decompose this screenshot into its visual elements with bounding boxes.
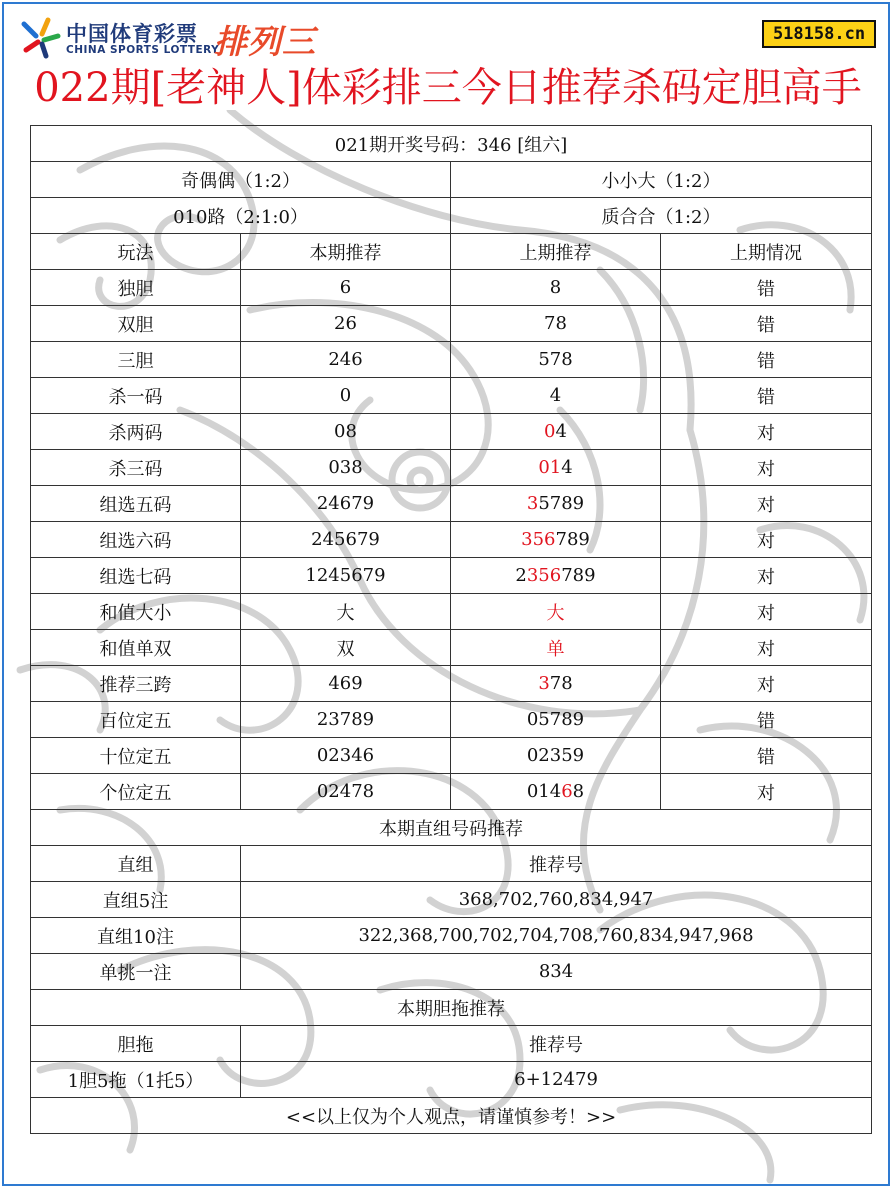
direct-row <box>31 882 872 918</box>
prediction-table <box>30 125 872 1134</box>
china-sports-lottery-logo <box>18 16 328 60</box>
current-pick: 1245679 <box>241 558 451 594</box>
miss-digits: 4 <box>561 457 573 478</box>
current-pick: 23789 <box>241 702 451 738</box>
draw-result: 021期开奖号码：346 [组六] <box>31 126 872 162</box>
prediction-row <box>31 630 872 666</box>
miss-digits: 2 <box>515 565 527 586</box>
play-name: 三胆 <box>31 342 241 378</box>
previous-pick <box>451 486 661 522</box>
section-title-row <box>31 810 872 846</box>
play-name: 百位定五 <box>31 702 241 738</box>
previous-pick <box>451 270 661 306</box>
direct-col-numbers: 推荐号 <box>241 846 872 882</box>
direct-row-numbers: 834 <box>241 954 872 990</box>
play-name: 组选五码 <box>31 486 241 522</box>
play-name: 杀一码 <box>31 378 241 414</box>
previous-pick <box>451 738 661 774</box>
prediction-row <box>31 486 872 522</box>
current-pick: 02478 <box>241 774 451 810</box>
miss-digits: 02359 <box>526 745 585 766</box>
prediction-row <box>31 342 872 378</box>
route-pattern: 010路（2:1:0） <box>31 198 451 234</box>
previous-result: 错 <box>661 270 872 306</box>
direct-row <box>31 954 872 990</box>
play-name: 杀两码 <box>31 414 241 450</box>
previous-result: 对 <box>661 522 872 558</box>
play-name: 组选六码 <box>31 522 241 558</box>
previous-result: 对 <box>661 558 872 594</box>
previous-pick <box>451 774 661 810</box>
miss-digits: 78 <box>544 313 567 334</box>
prediction-row <box>31 774 872 810</box>
current-pick: 038 <box>241 450 451 486</box>
direct-row-label: 单挑一注 <box>31 954 241 990</box>
hit-digits: 356 <box>521 529 556 550</box>
current-pick: 469 <box>241 666 451 702</box>
play-name: 十位定五 <box>31 738 241 774</box>
dantuo-row-label: 1胆5拖（1托5） <box>31 1062 241 1098</box>
dantuo-section-title: 本期胆拖推荐 <box>31 990 872 1026</box>
current-pick: 26 <box>241 306 451 342</box>
column-header-row <box>31 234 872 270</box>
direct-row-label: 直组10注 <box>31 918 241 954</box>
dantuo-row-numbers: 6+12479 <box>241 1062 872 1098</box>
miss-digits: 5789 <box>538 493 585 514</box>
hit-digits: 6 <box>561 781 573 802</box>
hit-digits: 单 <box>546 638 565 660</box>
current-pick: 08 <box>241 414 451 450</box>
play-name: 双胆 <box>31 306 241 342</box>
previous-pick <box>451 702 661 738</box>
prediction-row <box>31 306 872 342</box>
logo-name-en: CHINA SPORTS LOTTERY <box>66 44 220 56</box>
previous-result: 对 <box>661 666 872 702</box>
miss-digits: 789 <box>555 529 590 550</box>
play-name: 推荐三跨 <box>31 666 241 702</box>
previous-pick <box>451 378 661 414</box>
previous-result: 对 <box>661 630 872 666</box>
header-play: 玩法 <box>31 234 241 270</box>
previous-result: 对 <box>661 450 872 486</box>
current-pick: 245679 <box>241 522 451 558</box>
play-name: 组选七码 <box>31 558 241 594</box>
header <box>0 0 896 120</box>
previous-result: 对 <box>661 414 872 450</box>
miss-digits: 014 <box>526 781 562 802</box>
previous-pick <box>451 342 661 378</box>
previous-result: 错 <box>661 702 872 738</box>
hit-digits: 3 <box>526 493 539 514</box>
footer-row <box>31 1098 872 1134</box>
prediction-row <box>31 378 872 414</box>
previous-pick <box>451 594 661 630</box>
direct-row-numbers: 368,702,760,834,947 <box>241 882 872 918</box>
hit-digits: 356 <box>526 565 562 586</box>
previous-pick <box>451 450 661 486</box>
direct-col-type: 直组 <box>31 846 241 882</box>
dantuo-row <box>31 1062 872 1098</box>
play-name: 和值单双 <box>31 630 241 666</box>
current-pick: 246 <box>241 342 451 378</box>
prediction-row <box>31 270 872 306</box>
prediction-row <box>31 594 872 630</box>
play-name: 独胆 <box>31 270 241 306</box>
lottery-star-icon <box>18 16 62 60</box>
page-title: 022期[老神人]体彩排三今日推荐杀码定胆高手 <box>34 65 862 111</box>
current-pick: 02346 <box>241 738 451 774</box>
header-result: 上期情况 <box>661 234 872 270</box>
direct-header-row <box>31 846 872 882</box>
play-name: 杀三码 <box>31 450 241 486</box>
previous-pick <box>451 666 661 702</box>
previous-result: 对 <box>661 594 872 630</box>
previous-result: 对 <box>661 486 872 522</box>
previous-result: 对 <box>661 774 872 810</box>
logo-game-name: 排列三 <box>214 22 316 61</box>
dantuo-col-type: 胆拖 <box>31 1026 241 1062</box>
miss-digits: 4 <box>555 421 567 442</box>
play-name: 和值大小 <box>31 594 241 630</box>
previous-pick <box>451 558 661 594</box>
direct-section-title: 本期直组号码推荐 <box>31 810 872 846</box>
prime-pattern: 质合合（1:2） <box>451 198 872 234</box>
miss-digits: 05789 <box>526 709 585 730</box>
direct-row-label: 直组5注 <box>31 882 241 918</box>
pattern-row <box>31 198 872 234</box>
disclaimer: <<以上仅为个人观点，请谨慎参考！>> <box>31 1098 872 1134</box>
prediction-row <box>31 702 872 738</box>
previous-result: 错 <box>661 342 872 378</box>
previous-result: 错 <box>661 738 872 774</box>
previous-pick <box>451 306 661 342</box>
previous-result: 错 <box>661 306 872 342</box>
hit-digits: 大 <box>546 602 565 624</box>
prediction-row <box>31 558 872 594</box>
current-pick: 0 <box>241 378 451 414</box>
previous-result: 错 <box>661 378 872 414</box>
prediction-row <box>31 738 872 774</box>
previous-pick <box>451 522 661 558</box>
miss-digits: 789 <box>561 565 596 586</box>
current-pick: 6 <box>241 270 451 306</box>
miss-digits: 78 <box>549 673 573 694</box>
draw-result-row <box>31 126 872 162</box>
dantuo-header-row <box>31 1026 872 1062</box>
dantuo-col-numbers: 推荐号 <box>241 1026 872 1062</box>
size-pattern: 小小大（1:2） <box>451 162 872 198</box>
pattern-row <box>31 162 872 198</box>
header-current: 本期推荐 <box>241 234 451 270</box>
miss-digits: 8 <box>572 781 585 802</box>
hit-digits: 3 <box>538 673 550 694</box>
section-title-row <box>31 990 872 1026</box>
previous-pick <box>451 630 661 666</box>
prediction-row <box>31 666 872 702</box>
prediction-row <box>31 450 872 486</box>
odd-even-pattern: 奇偶偶（1:2） <box>31 162 451 198</box>
logo-name-cn: 中国体育彩票 <box>66 22 198 46</box>
direct-row-numbers: 322,368,700,702,704,708,760,834,947,968 <box>241 918 872 954</box>
hit-digits: 01 <box>538 457 562 478</box>
hit-digits: 0 <box>544 421 556 442</box>
current-pick: 大 <box>241 594 451 630</box>
prediction-row <box>31 522 872 558</box>
miss-digits: 4 <box>549 385 562 406</box>
play-name: 个位定五 <box>31 774 241 810</box>
miss-digits: 578 <box>538 349 573 370</box>
prediction-row <box>31 414 872 450</box>
miss-digits: 8 <box>549 277 562 298</box>
site-badge: 518158.cn <box>762 20 876 48</box>
current-pick: 双 <box>241 630 451 666</box>
current-pick: 24679 <box>241 486 451 522</box>
header-previous: 上期推荐 <box>451 234 661 270</box>
previous-pick <box>451 414 661 450</box>
direct-row <box>31 918 872 954</box>
